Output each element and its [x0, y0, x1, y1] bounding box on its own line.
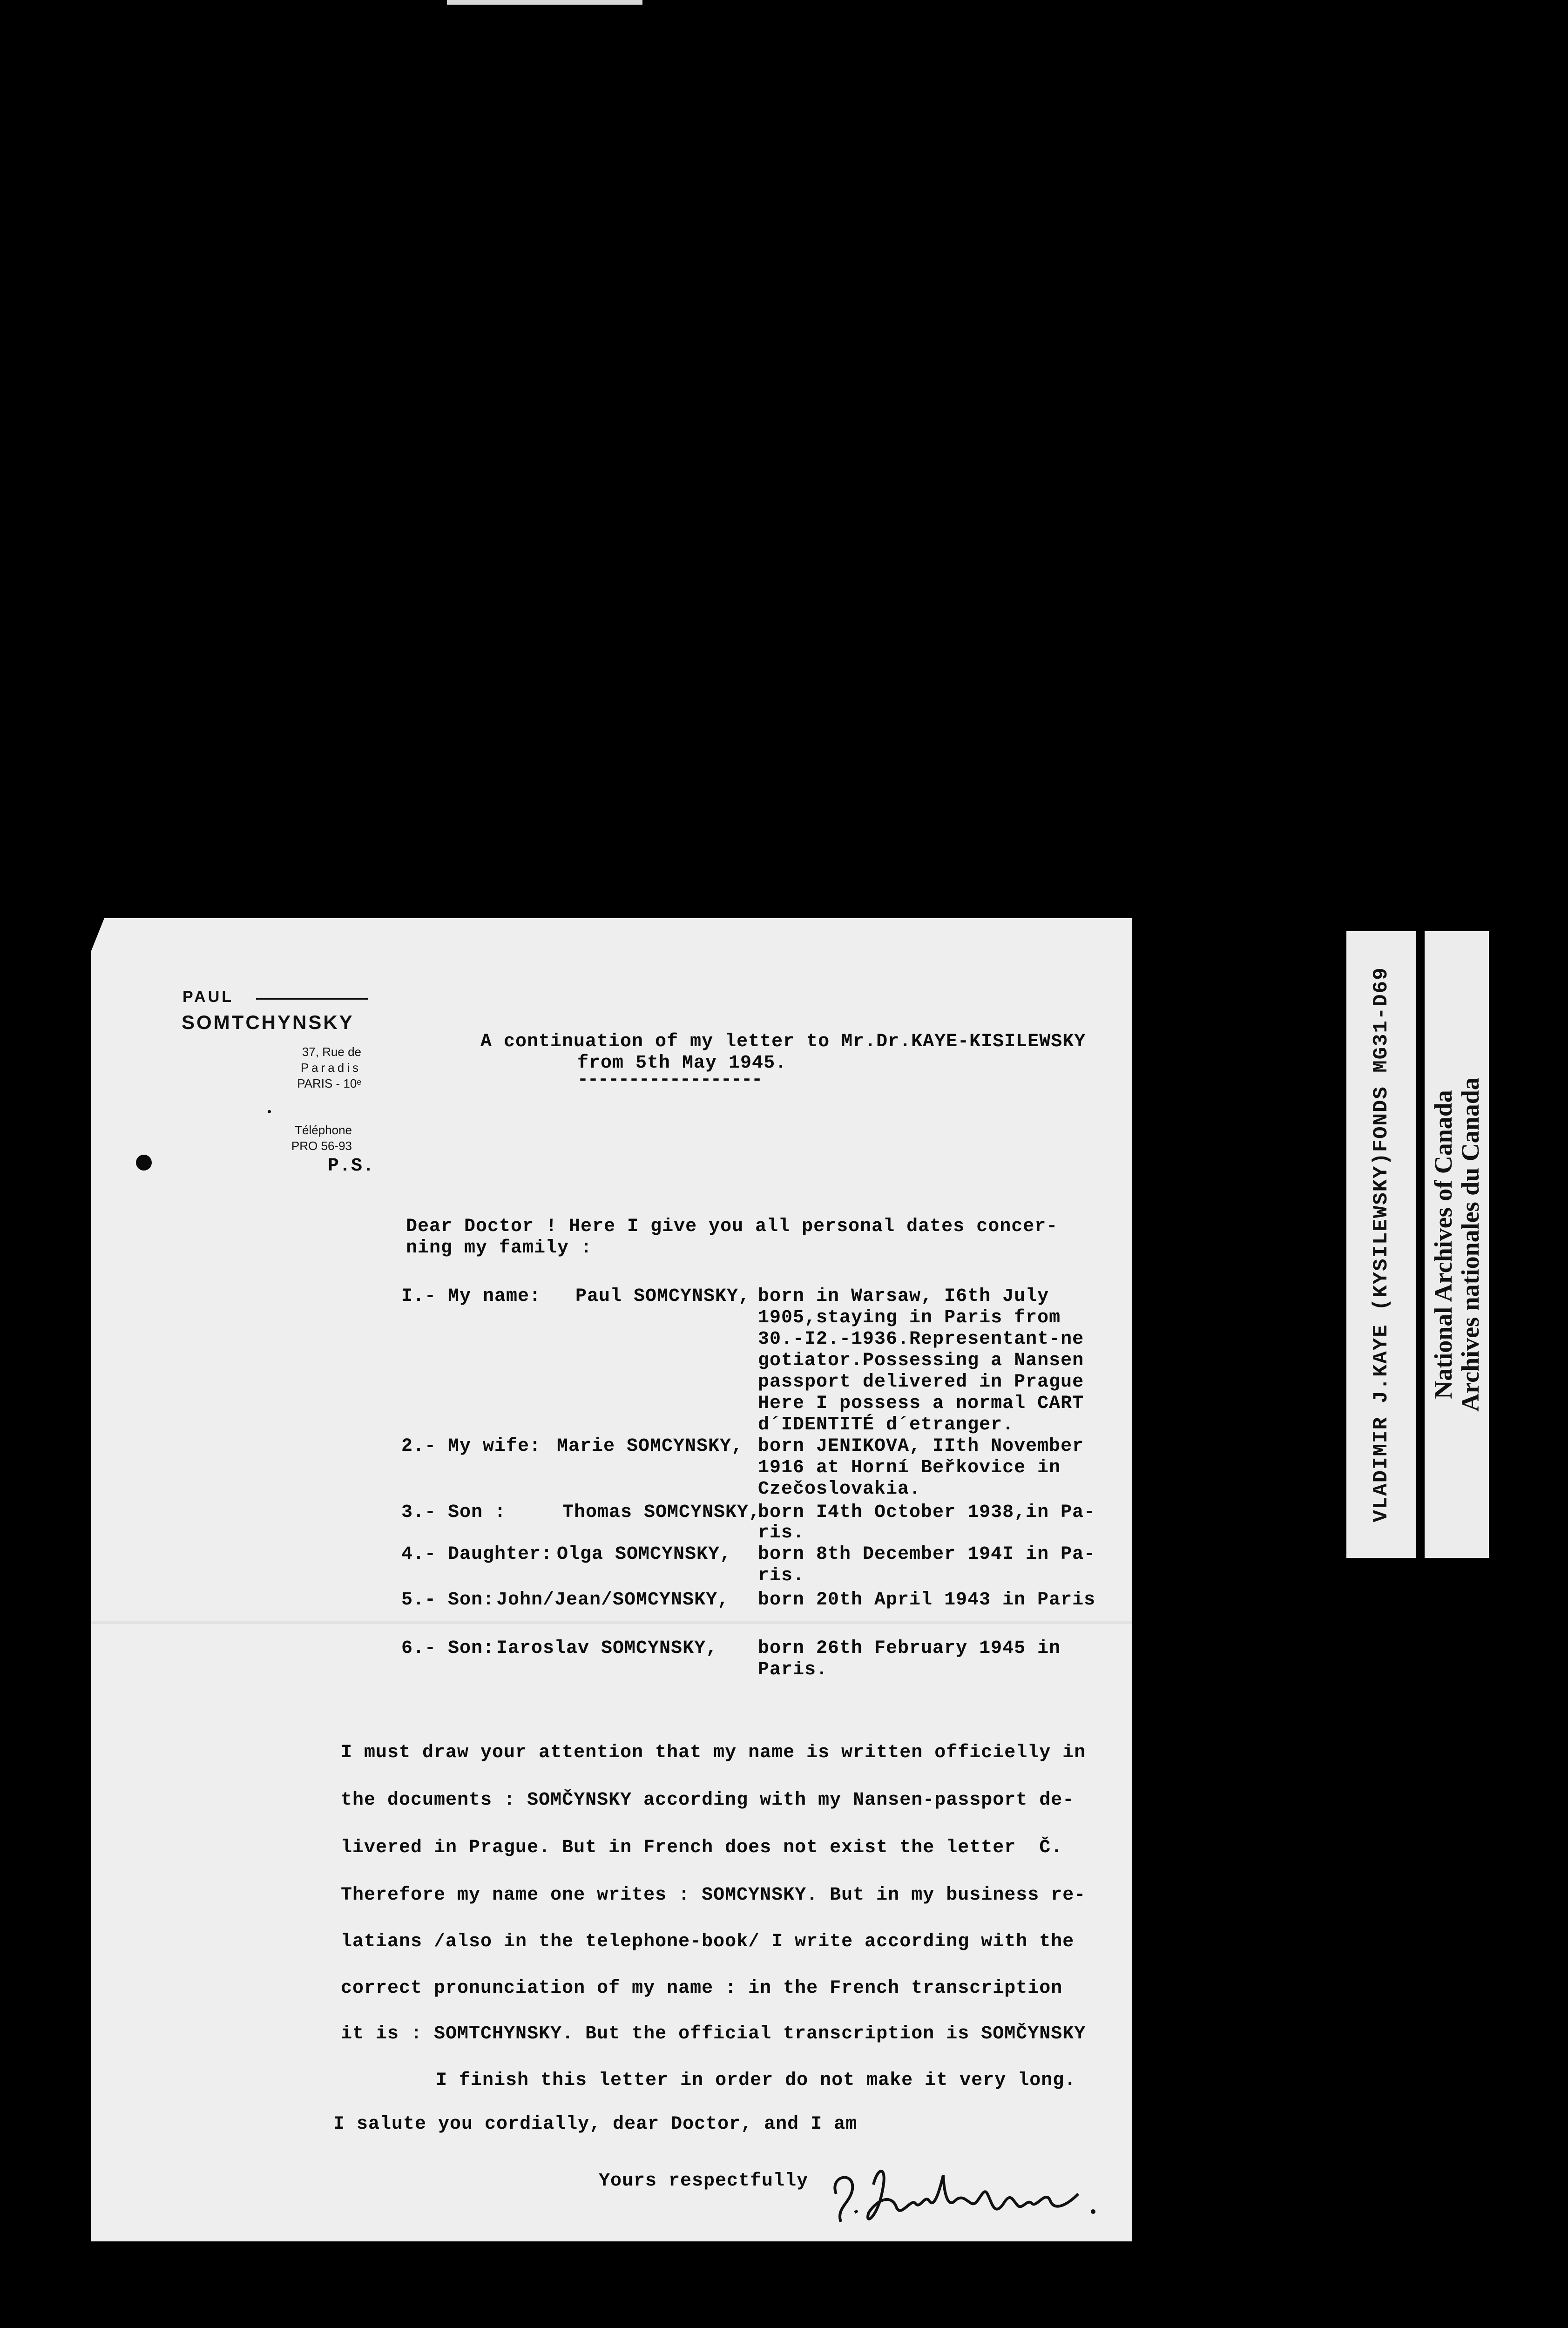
body-line-6: correct pronunciation of my name : in the French transcription	[341, 1978, 1063, 1999]
letterhead-telephone	[240, 1122, 352, 1154]
item-4-name: Olga SOMCYNSKY,	[557, 1544, 732, 1565]
item-1-line-7: d´IDENTITÉ d´etranger.	[758, 1414, 1014, 1435]
item-6-label: 6.- Son:	[401, 1638, 495, 1659]
body-line-3: livered in Prague. But in French does not exist the letter Č.	[341, 1837, 1063, 1858]
ps-label: P.S.	[328, 1156, 375, 1177]
closing-line-1: I finish this letter in order do not make it very long.	[436, 2070, 1076, 2091]
item-4-line-2: ris.	[758, 1565, 805, 1586]
body-line-1: I must draw your attention that my name is written officielly in	[341, 1742, 1086, 1763]
item-3-line-1: born I4th October 1938,in Pa-	[758, 1502, 1096, 1523]
item-1-line-3: 30.-I2.-1936.Representant-ne	[758, 1329, 1084, 1350]
handwritten-signature	[827, 2157, 1106, 2236]
item-1-line-4: gotiator.Possessing a Nansen	[758, 1350, 1084, 1371]
item-4-label: 4.- Daughter:	[401, 1544, 553, 1565]
letter-heading-date: from 5th May 1945.	[577, 1053, 787, 1074]
letter-heading: A continuation of my letter to Mr.Dr.KAYE-KISILEWSKY	[480, 1031, 1086, 1052]
address-line-1: 37, Rue de	[302, 1045, 361, 1059]
heading-underline: ------------------	[577, 1069, 762, 1090]
item-5-line-1: born 20th April 1943 in Paris	[758, 1590, 1096, 1611]
item-1-line-6: Here I possess a normal CART	[758, 1393, 1084, 1414]
address-line-2: Paradis	[300, 1061, 361, 1075]
archive-institution	[1425, 931, 1489, 1558]
body-line-2: the documents : SOMČYNSKY according with my Nansen-passport de-	[341, 1790, 1075, 1811]
item-5-name: John/Jean/SOMCYNSKY,	[496, 1590, 730, 1611]
item-1-name: Paul SOMCYNSKY,	[575, 1286, 750, 1307]
item-2-label: 2.- My wife:	[401, 1436, 541, 1457]
letterhead-first-name: PAUL	[182, 988, 234, 1006]
item-1-line-2: 1905,staying in Paris from	[758, 1307, 1061, 1328]
telephone-label: Téléphone	[295, 1123, 352, 1137]
item-1-label: I.- My name:	[401, 1286, 541, 1307]
closing-line-2: I salute you cordially, dear Doctor, and I am	[333, 2114, 858, 2135]
item-1-line-5: passport delivered in Prague	[758, 1372, 1084, 1393]
item-3-line-2: ris.	[758, 1523, 805, 1543]
fonds-reference: VLADIMIR J.KAYE (KYSILEWSKY)FONDS MG31-D69	[1370, 967, 1393, 1523]
item-5-label: 5.- Son:	[401, 1590, 495, 1611]
institution-en: National Archives of Canada	[1429, 1090, 1457, 1399]
item-4-line-1: born 8th December 194I in Pa-	[758, 1544, 1096, 1565]
archive-tag	[1346, 931, 1489, 1558]
film-edge-strip	[447, 0, 642, 5]
body-line-7: it is : SOMTCHYNSKY. But the official transcription is SOMČYNSKY	[341, 2023, 1086, 2044]
item-1-line-1: born in Warsaw, I6th July	[758, 1286, 1049, 1307]
paper-fold	[91, 1621, 1132, 1624]
punch-hole	[136, 1155, 152, 1171]
torn-corner	[91, 918, 104, 951]
body-line-5: latians /also in the telephone-book/ I write according with the	[341, 1931, 1075, 1952]
letterhead-rule	[256, 998, 368, 1000]
closing-line-3: Yours respectfully	[599, 2171, 809, 2192]
body-line-4: Therefore my name one writes : SOMCYNSKY. But in my business re-	[341, 1885, 1086, 1906]
letter-page	[91, 918, 1132, 2241]
institution-fr: Archives nationales du Canada	[1456, 1077, 1484, 1412]
letterhead-bullet: •	[267, 1104, 272, 1118]
item-3-name: Thomas SOMCYNSKY,	[562, 1502, 761, 1523]
letterhead-address	[250, 1044, 361, 1091]
address-line-3: PARIS - 10ᵉ	[297, 1076, 361, 1090]
item-6-line-2: Paris.	[758, 1659, 828, 1680]
greeting-line-1: Dear Doctor ! Here I give you all personal dates concer-	[406, 1216, 1058, 1237]
item-2-line-3: Czečoslovakia.	[758, 1479, 921, 1500]
letterhead-last-name: SOMTCHYNSKY	[182, 1011, 354, 1033]
telephone-number: PRO 56-93	[291, 1139, 352, 1153]
item-2-line-2: 1916 at Horní Beřkovice in	[758, 1457, 1061, 1478]
greeting-line-2: ning my family :	[406, 1238, 593, 1259]
item-2-line-1: born JENIKOVA, IIth November	[758, 1436, 1084, 1457]
item-6-name: Iaroslav SOMCYNSKY,	[496, 1638, 718, 1659]
tag-divider	[1416, 931, 1425, 1558]
item-3-label: 3.- Son :	[401, 1502, 507, 1523]
item-2-name: Marie SOMCYNSKY,	[557, 1436, 743, 1457]
item-6-line-1: born 26th February 1945 in	[758, 1638, 1061, 1659]
